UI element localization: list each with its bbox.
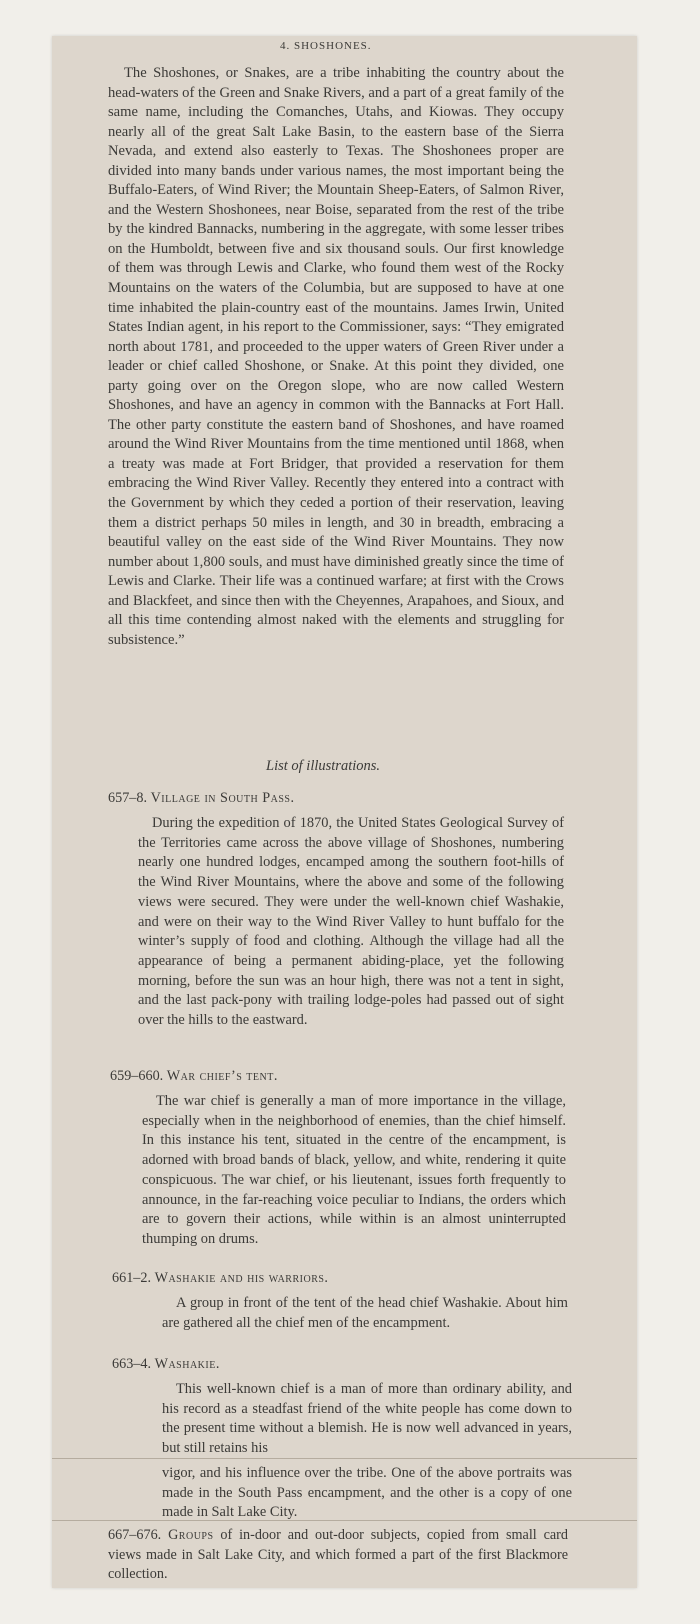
entry-number: 661–2.	[112, 1270, 152, 1286]
entry-title: Washakie.	[154, 1356, 220, 1372]
entry-title: Village in South Pass.	[150, 790, 295, 806]
entry-text: of in-door and out-door subjects, copied from small card views made in Salt Lake City, and which formed a part of the first Blackmore collection.	[108, 1527, 568, 1583]
entry-heading	[110, 1068, 278, 1085]
section-title: 4. SHOSHONES.	[280, 40, 372, 52]
entry-number: 663–4.	[112, 1356, 152, 1372]
entry-heading	[108, 790, 295, 807]
intro-paragraph: The Shoshones, or Snakes, are a tribe inhabiting the country about the head-waters of the Green and Snake Rivers, and a part of a great family of the same name, including the Comanches, Utahs, and Kiowas. They occupy nearly all of the great Salt Lake Basin, to the eastern base of the Sierra Nevada, and extend also easterly to Texas. The Shoshonees proper are divided into many bands under various names, the most important being the Buffalo-Eaters, of Wind River; the Mountain Sheep-Eaters, of Salmon River, and the Western Shoshonees, near Boise, separated from the rest of the tribe by the kindred Bannacks, numbering in the aggregate, with some lesser tribes on the Humboldt, between five and six thousand souls. Our first knowledge of them was through Lewis and Clarke, who found them west of the Rocky Mountains on the waters of the Columbia, but are supposed to have at one time inhabited the plain-country east of the mountains. James Irwin, United States Indian agent, in his report to the Commissioner, says: “They emigrated north about 1781, and proceeded to the upper waters of Green River under a leader or chief called Shoshone, or Snake. At this point they divided, one party going over on the Oregon slope, who are now called Western Shoshones, and have an agency in common with the Bannacks at Fort Hall. The other party constitute the eastern band of Shoshones, and have roamed around the Wind River Mountains from the time mentioned until 1868, when a treaty was made at Fort Bridger, that provided a reservation for them embracing the Wind River Valley. Recently they entered into a contract with the Government by which they ceded a portion of their reservation, leaving them a district perhaps 50 miles in length, and 30 in breadth, embracing a beautiful valley on the east side of the Wind River Mountains. They now number about 1,800 souls, and must have diminished greatly since the time of Lewis and Clarke. Their life was a continued warfare; at first with the Crows and Blackfeet, and since then with the Cheyennes, Arapahoes, and Sioux, and all this time contending almost naked with the elements and struggling for subsistence.”	[108, 65, 564, 648]
entry-title: War chief’s tent.	[166, 1068, 278, 1084]
entry-text: During the expedition of 1870, the United States Geological Survey of the Territories came across the above village of Shoshones, numbering nearly one hundred lodges, encamped among the southern foot-hills of the Wind River Mountains, where the above and some of the following views were secured. They were under the well-known chief Washakie, and were on their way to the Wind River Valley to hunt buffalo for the winter’s supply of food and clothing. Although the village had all the appearance of being a permanent abiding-place, yet the following morning, before the sun was an hour high, there was not a tent in sight, and the last pack-pony with trailing lodge-poles had passed out of sight over the hills to the eastward.	[138, 815, 564, 1029]
entry-title: Groups	[168, 1527, 214, 1543]
entry-text: This well-known chief is a man of more than ordinary ability, and his record as a steadfast friend of the white people has come down to the present time without a blemish. He is now well advanced in years, but still retains his	[162, 1381, 572, 1457]
entry-continuation: vigor, and his influence over the tribe. One of the above portraits was made in the South Pass encampment, and the other is a copy of one made in Salt Lake City.	[162, 1465, 572, 1521]
entry-text: The war chief is generally a man of more importance in the village, especially when in the neighborhood of enemies, than the chief himself. In this instance his tent, situated in the centre of the encampment, is adorned with broad bands of black, yellow, and white, rendering it quite conspicuous. The war chief, or his lieutenant, issues forth frequently to announce, in the far-reaching voice peculiar to Indians, the orders which are to govern their actions, while within is an almost uninterrupted thumping on drums.	[142, 1093, 566, 1247]
entry-heading	[112, 1270, 328, 1287]
list-title: List of illustrations.	[266, 758, 381, 774]
entry-heading	[108, 1526, 568, 1585]
entry-number: 657–8.	[108, 790, 148, 806]
entry-number: 667–676.	[108, 1527, 162, 1543]
entry-text: A group in front of the tent of the head chief Washakie. About him are gathered all the chief men of the encampment.	[162, 1295, 568, 1331]
entry-number: 659–660.	[110, 1068, 164, 1084]
intro-section	[108, 64, 564, 650]
entry-heading	[112, 1356, 220, 1373]
entry-title: Washakie and his warriors.	[154, 1270, 329, 1286]
